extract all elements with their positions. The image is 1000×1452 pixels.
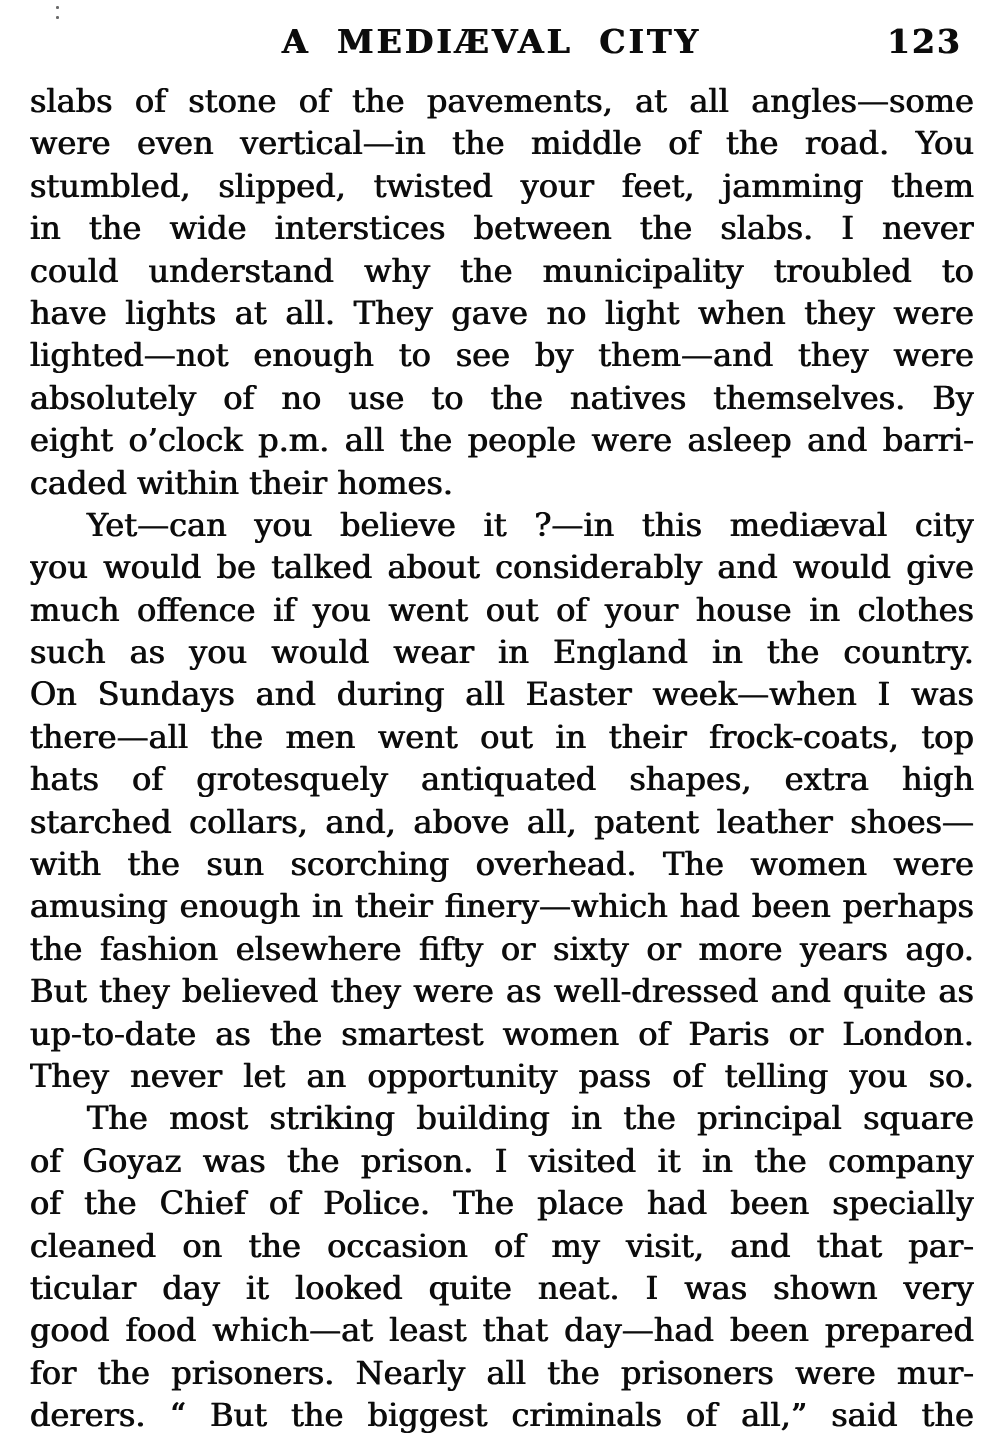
text-line: up-to-date as the smartest women of Paris or London. bbox=[30, 1014, 974, 1053]
text-line: of the Chief of Police. The place had been specially bbox=[30, 1184, 974, 1223]
text-line: much offence if you went out of your house in clothes bbox=[30, 590, 974, 629]
text-line: were even vertical—in the middle of the road. You bbox=[30, 124, 974, 163]
page-header bbox=[0, 20, 1000, 68]
text-line: with the sun scorching overhead. The women were bbox=[30, 845, 974, 884]
text-line: for the prisoners. Nearly all the prisoners were mur- bbox=[30, 1353, 974, 1392]
page-number: 123 bbox=[887, 22, 962, 61]
page-body bbox=[30, 80, 974, 1437]
text-line: eight o’clock p.m. all the people were asleep and barri- bbox=[30, 421, 974, 460]
text-line: But they believed they were as well-dressed and quite as bbox=[30, 972, 974, 1011]
text-line: of Goyaz was the prison. I visited it in the company bbox=[30, 1141, 974, 1180]
text-line: On Sundays and during all Easter week—when I was bbox=[30, 675, 974, 714]
text-line: slabs of stone of the pavements, at all angles—some bbox=[30, 82, 974, 120]
text-line: in the wide interstices between the slabs. I never bbox=[30, 209, 974, 248]
text-line: caded within their homes. bbox=[30, 463, 454, 502]
text-line: cleaned on the occasion of my visit, and that par- bbox=[30, 1226, 974, 1265]
text-line: you would be talked about considerably and would give bbox=[30, 548, 974, 587]
text-line: could understand why the municipality troubled to bbox=[30, 251, 974, 290]
text-line: Yet—can you believe it ?—in this mediæval city bbox=[87, 505, 974, 544]
text-line: ticular day it looked quite neat. I was shown very bbox=[30, 1268, 974, 1307]
text-line: there—all the men went out in their frock-coats, top bbox=[30, 717, 974, 756]
text-line: the fashion elsewhere fifty or sixty or more years ago. bbox=[30, 929, 974, 968]
text-line: The most striking building in the principal square bbox=[87, 1099, 974, 1138]
running-title: A MEDIÆVAL CITY bbox=[282, 22, 702, 61]
text-line: They never let an opportunity pass of telling you so. bbox=[30, 1056, 974, 1095]
text-line: stumbled, slipped, twisted your feet, jamming them bbox=[30, 166, 974, 205]
text-line: hats of grotesquely antiquated shapes, extra high bbox=[30, 760, 974, 799]
scan-artifact bbox=[56, 6, 59, 20]
text-line: amusing enough in their finery—which had been perhaps bbox=[30, 887, 974, 926]
text-line: lighted—not enough to see by them—and they were bbox=[30, 336, 974, 375]
text-line: starched collars, and, above all, patent leather shoes— bbox=[30, 802, 974, 841]
text-line: good food which—at least that day—had been prepared bbox=[30, 1311, 974, 1350]
text-line: such as you would wear in England in the country. bbox=[30, 633, 974, 672]
text-line: have lights at all. They gave no light when they were bbox=[30, 293, 974, 332]
text-line: derers. “ But the biggest criminals of all,” said the bbox=[30, 1396, 974, 1435]
text-line: absolutely of no use to the natives themselves. By bbox=[30, 378, 974, 417]
